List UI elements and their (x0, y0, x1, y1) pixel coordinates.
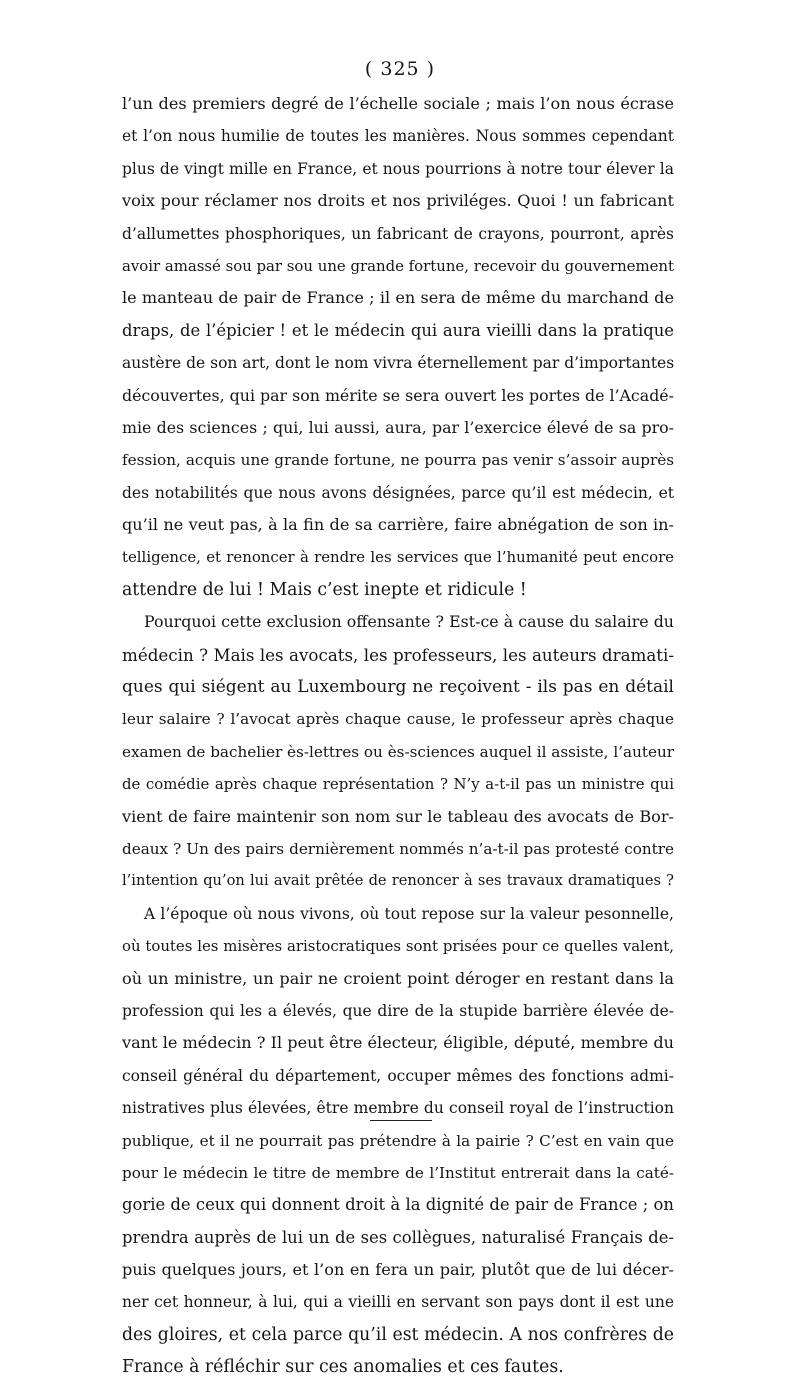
text-line: A l’époque où nous vivons, où tout repose sur la valeur pesonnelle, (144, 904, 674, 923)
text-line: fession, acquis une grande fortune, ne pourra pas venir s’assoir auprès (122, 451, 674, 470)
text-line: qu’il ne veut pas, à la fin de sa carrière, faire abnégation de son in- (122, 515, 674, 535)
text-line: plus de vingt mille en France, et nous pourrions à notre tour élever la (122, 159, 674, 178)
text-line: l’intention qu’on lui avait prêtée de renoncer à ses travaux dramatiques ? (122, 872, 674, 890)
text-line: où un ministre, un pair ne croient point déroger en restant dans la (122, 968, 674, 988)
text-line: vant le médecin ? Il peut être électeur, éligible, député, membre du (122, 1033, 674, 1053)
text-line: vient de faire maintenir son nom sur le tableau des avocats de Bor- (122, 806, 674, 826)
text-line: profession qui les a élevés, que dire de la stupide barrière élevée de- (122, 1001, 674, 1020)
text-line: découvertes, qui par son mérite se sera ouvert les portes de l’Acadé- (122, 385, 674, 405)
text-line: nistratives plus élevées, être membre du conseil royal de l’instruction (122, 1099, 674, 1118)
text-line: telligence, et renoncer à rendre les services que l’humanité peut encore (122, 548, 674, 567)
text-line: deaux ? Un des pairs dernièrement nommés n’a-t-il pas protesté contre (122, 839, 674, 858)
text-line: France à réfléchir sur ces anomalies et ces fautes. (122, 1357, 564, 1378)
paragraph-3 (122, 898, 674, 1384)
text-line: ques qui siégent au Luxembourg ne reçoivent - ils pas en détail (122, 677, 674, 698)
text-line: voix pour réclamer nos droits et nos priviléges. Quoi ! un fabricant (122, 191, 674, 211)
text-line: et l’on nous humilie de toutes les manières. Nous sommes cependant (122, 127, 674, 146)
page-number: ( 325 ) (364, 58, 436, 80)
text-line: de comédie après chaque représentation ? N’y a-t-il pas un ministre qui (122, 775, 674, 794)
text-line: le manteau de pair de France ; il en sera de même du marchand de (122, 288, 674, 308)
section-divider (370, 1120, 432, 1121)
text-line: austère de son art, dont le nom vivra éternellement par d’importantes (122, 354, 674, 373)
text-line: Pourquoi cette exclusion offensante ? Est-ce à cause du salaire du (144, 612, 674, 632)
paragraph-1 (122, 88, 674, 606)
text-line: conseil général du département, occuper mêmes des fonctions admi- (122, 1066, 674, 1085)
text-line: puis quelques jours, et l’on en fera un pair, plutôt que de lui décer- (122, 1260, 674, 1280)
text-line: leur salaire ? l’avocat après chaque cause, le professeur après chaque (122, 710, 674, 729)
text-line: avoir amassé sou par sou une grande fortune, recevoir du gouvernement (122, 256, 674, 275)
text-line: prendra auprès de lui un de ses collègues, naturalisé Français de- (122, 1227, 674, 1247)
text-line: publique, et il ne pourrait pas prétendre à la pairie ? C’est en vain que (122, 1131, 674, 1150)
text-line: des notabilités que nous avons désignées, parce qu’il est médecin, et (122, 483, 674, 502)
paragraph-2 (122, 606, 674, 898)
text-line: ner cet honneur, à lui, qui a vieilli en servant son pays dont il est une (122, 1293, 674, 1312)
text-line: médecin ? Mais les avocats, les professeurs, les auteurs dramati- (122, 644, 674, 665)
text-line: des gloires, et cela parce qu’il est médecin. A nos confrères de (122, 1324, 674, 1345)
text-line: draps, de l’épicier ! et le médecin qui aura vieilli dans la pratique (122, 320, 674, 340)
text-line: pour le médecin le titre de membre de l’Institut entrerait dans la caté- (122, 1163, 674, 1182)
text-line: gorie de ceux qui donnent droit à la dignité de pair de France ; on (122, 1195, 674, 1215)
text-line: mie des sciences ; qui, lui aussi, aura, par l’exercice élevé de sa pro- (122, 417, 674, 437)
text-line: d’allumettes phosphoriques, un fabricant de crayons, pourront, après (122, 224, 674, 243)
text-line: l’un des premiers degré de l’échelle sociale ; mais l’on nous écrase (122, 94, 674, 113)
text-line: où toutes les misères aristocratiques sont prisées pour ce quelles valent, (122, 937, 674, 956)
body-text (122, 88, 674, 1384)
text-line: examen de bachelier ès-lettres ou ès-sciences auquel il assiste, l’auteur (122, 742, 674, 761)
text-line: attendre de lui ! Mais c’est inepte et ridicule ! (122, 579, 527, 600)
